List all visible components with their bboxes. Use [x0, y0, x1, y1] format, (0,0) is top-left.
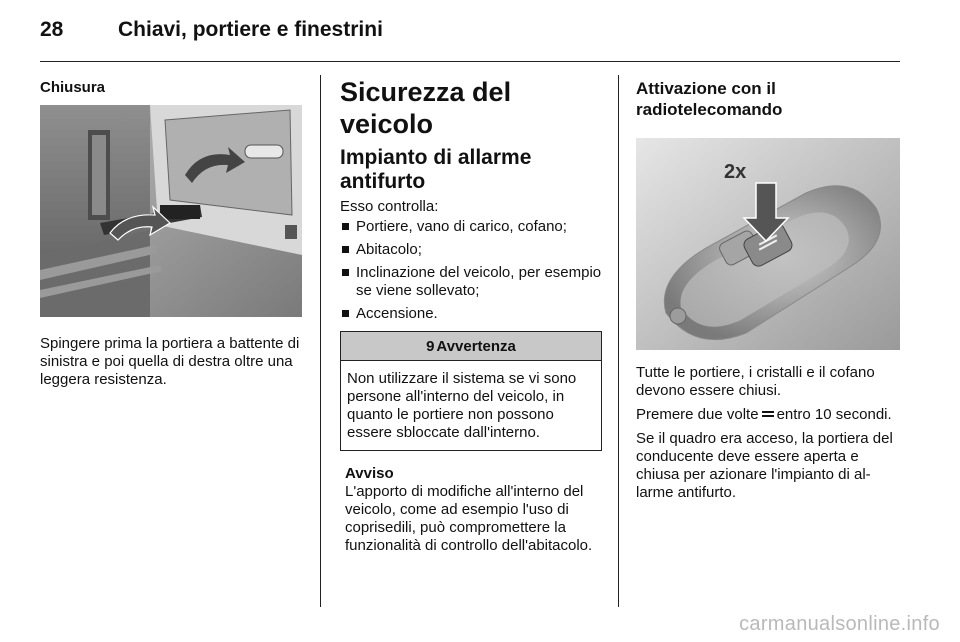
section-heading-attivazione: Attivazione con il radiotelecomando: [636, 79, 783, 119]
closing-instructions: Spingere prima la portiera a battente di sinistra e poi quella di destra oltre una leggera resistenza.: [40, 335, 300, 388]
note-title: Avviso: [345, 465, 394, 482]
note-text: L'apporto di modifiche all'interno del veicolo, come ad esempio l'uso di coprisedili, può compromettere la funzionalità di controllo dell'abitacolo.: [345, 483, 593, 554]
monitored-items-list: [340, 218, 602, 323]
cargo-door-closing-illustration: [40, 105, 302, 317]
lock-button-icon: [762, 410, 774, 420]
prerequisite-text: Tutte le portiere, i cristalli e il cofano devono essere chiusi.: [636, 364, 875, 399]
column-chiusura: [40, 78, 302, 395]
warning-text: Non utilizzare il sistema se vi sono persone all'interno del veicolo, in quanto le portiere non possono essere sbloccate dall'interno.: [347, 370, 577, 441]
press-instruction-start: Premere due volte: [636, 406, 759, 423]
press-instruction: [636, 406, 900, 424]
list-item: Accensione.: [340, 305, 602, 323]
column-attivazione: [636, 78, 900, 508]
column-sicurezza: [340, 76, 602, 555]
list-item: Portiere, vano di carico, cofano;: [340, 218, 602, 236]
column-divider-right: [618, 75, 619, 607]
section-heading-chiusura: Chiusura: [40, 79, 106, 96]
column-divider-left: [320, 75, 321, 607]
warning-box: [340, 331, 602, 451]
press-count-label: 2x: [724, 161, 747, 183]
list-item: Inclinazione del veicolo, per esempio se viene sollevato;: [340, 264, 602, 300]
press-instruction-end: entro 10 secondi.: [776, 406, 892, 423]
watermark: carmanualsonline.info: [739, 613, 940, 635]
warning-header: [341, 332, 601, 361]
subheading-allarme: Impianto di allarme antifurto: [340, 146, 532, 193]
header-divider: [40, 61, 900, 62]
section-heading-sicurezza: Sicurezza del veicolo: [340, 77, 512, 139]
list-item: Abitacolo;: [340, 241, 602, 259]
ignition-note: Se il quadro era acceso, la portiera del conducente deve essere aperta e chiusa per azionare l'impianto di allarme antifurto.: [636, 430, 893, 501]
page-title: Chiavi, portiere e finestrini: [118, 18, 383, 41]
remote-key-press-illustration: [636, 138, 900, 350]
warning-icon: 9: [426, 338, 435, 355]
note-block: [345, 465, 602, 555]
intro-text: Esso controlla:: [340, 198, 439, 215]
warning-title: Avvertenza: [436, 338, 516, 355]
page-number: 28: [40, 18, 64, 41]
